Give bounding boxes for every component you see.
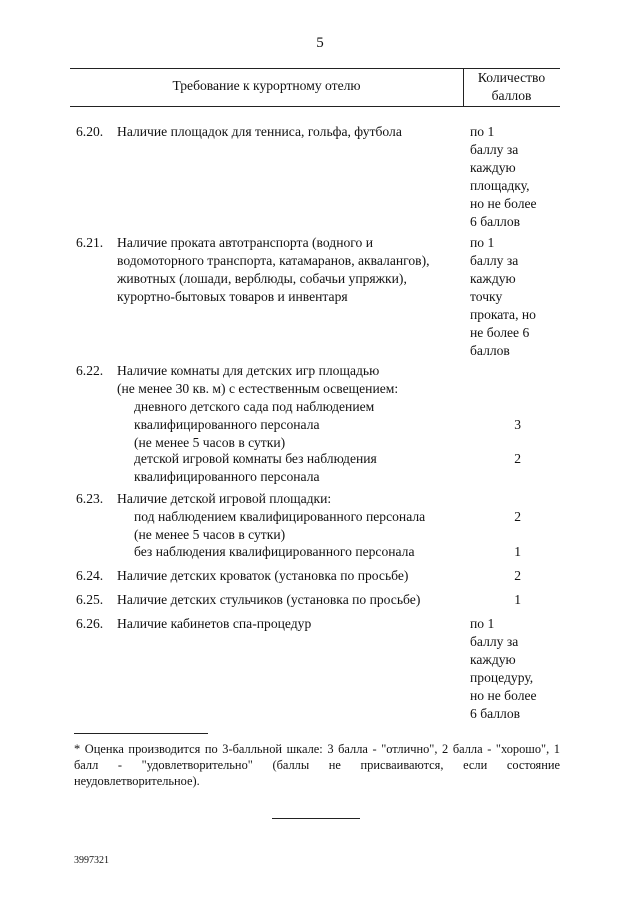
row-text: Наличие кабинетов спа-процедур <box>117 616 312 631</box>
score-line: баллов <box>470 343 510 358</box>
header-score-line2: баллов <box>491 88 532 103</box>
text-line: Наличие проката автотранспорта (водного и <box>117 235 373 250</box>
score-line: каждую <box>470 271 516 286</box>
score-line: не более 6 <box>470 325 530 340</box>
text-line: животных (лошади, верблюды, собачьи упряжки), <box>117 271 407 286</box>
row-subitem <box>134 398 462 452</box>
text-line: под наблюдением квалифицированного персонала <box>134 509 426 524</box>
text-line: (не менее 30 кв. м) с естественным освещением: <box>117 381 399 396</box>
score-line: каждую <box>470 652 516 667</box>
text-line: дневного детского сада под наблюдением <box>134 399 375 414</box>
text-line: курортно-бытовых товаров и инвентаря <box>117 289 348 304</box>
row-score <box>470 234 560 360</box>
row-number: 6.25. <box>76 592 104 607</box>
row-text <box>117 362 462 398</box>
score-line: баллу за <box>470 634 519 649</box>
row-subitem <box>134 450 462 486</box>
row-subitem: без наблюдения квалифицированного персонала <box>134 544 415 559</box>
text-line: (не менее 5 часов в сутки) <box>134 527 286 542</box>
text-line: Наличие комнаты для детских игр площадью <box>117 363 380 378</box>
table-header-bottom-rule <box>70 106 560 107</box>
row-number: 6.20. <box>76 124 104 139</box>
page-end-rule <box>272 818 360 819</box>
row-number: 6.24. <box>76 568 104 583</box>
row-number: 6.22. <box>76 363 104 378</box>
score-line: по 1 <box>470 124 495 139</box>
score-line: по 1 <box>470 616 495 631</box>
score-line: по 1 <box>470 235 495 250</box>
row-text: Наличие детских стульчиков (установка по просьбе) <box>117 592 421 607</box>
score-line: но не более <box>470 688 537 703</box>
header-requirement: Требование к курортному отелю <box>172 78 361 93</box>
row-score <box>470 123 560 231</box>
row-text: Наличие детских кроваток (установка по просьбе) <box>117 568 409 583</box>
footnote-separator <box>74 733 208 734</box>
header-score-line1: Количество <box>477 70 546 85</box>
row-score: 3 <box>514 417 521 432</box>
text-line: (не менее 5 часов в сутки) <box>134 435 286 450</box>
score-line: точку <box>470 289 503 304</box>
header-score <box>463 69 560 105</box>
score-line: процедуру, <box>470 670 534 685</box>
text-line: квалифицированного персонала <box>134 417 320 432</box>
document-code: 3997321 <box>74 855 109 866</box>
row-text <box>117 234 462 306</box>
score-line: баллу за <box>470 142 519 157</box>
row-score: 2 <box>514 568 521 583</box>
score-line: каждую <box>470 160 516 175</box>
row-score: 1 <box>514 592 521 607</box>
row-text: Наличие детской игровой площадки: <box>117 491 332 506</box>
text-line: детской игровой комнаты без наблюдения <box>134 451 377 466</box>
score-line: но не более <box>470 196 537 211</box>
row-number: 6.23. <box>76 491 104 506</box>
text-line: водомоторного транспорта, катамаранов, аквалангов), <box>117 253 430 268</box>
score-line: 6 баллов <box>470 214 521 229</box>
row-score: 2 <box>514 509 521 524</box>
score-line: проката, но <box>470 307 536 322</box>
row-text: Наличие площадок для тенниса, гольфа, футбола <box>117 124 402 139</box>
row-number: 6.21. <box>76 235 104 250</box>
row-number: 6.26. <box>76 616 104 631</box>
footnote: * Оценка производится по 3-балльной шкале: 3 балла - "отлично", 2 балла - "хорошо", 1 балл - "удовлетворительно" (баллы не присваиваются, если состояние неудовлетворительное). <box>74 742 560 788</box>
score-line: 6 баллов <box>470 706 521 721</box>
row-score: 2 <box>514 451 521 466</box>
score-line: баллу за <box>470 253 519 268</box>
row-subitem <box>134 508 462 544</box>
page-number: 5 <box>316 35 324 51</box>
row-score <box>470 615 560 723</box>
row-score: 1 <box>514 544 521 559</box>
score-line: площадку, <box>470 178 530 193</box>
text-line: квалифицированного персонала <box>134 469 320 484</box>
